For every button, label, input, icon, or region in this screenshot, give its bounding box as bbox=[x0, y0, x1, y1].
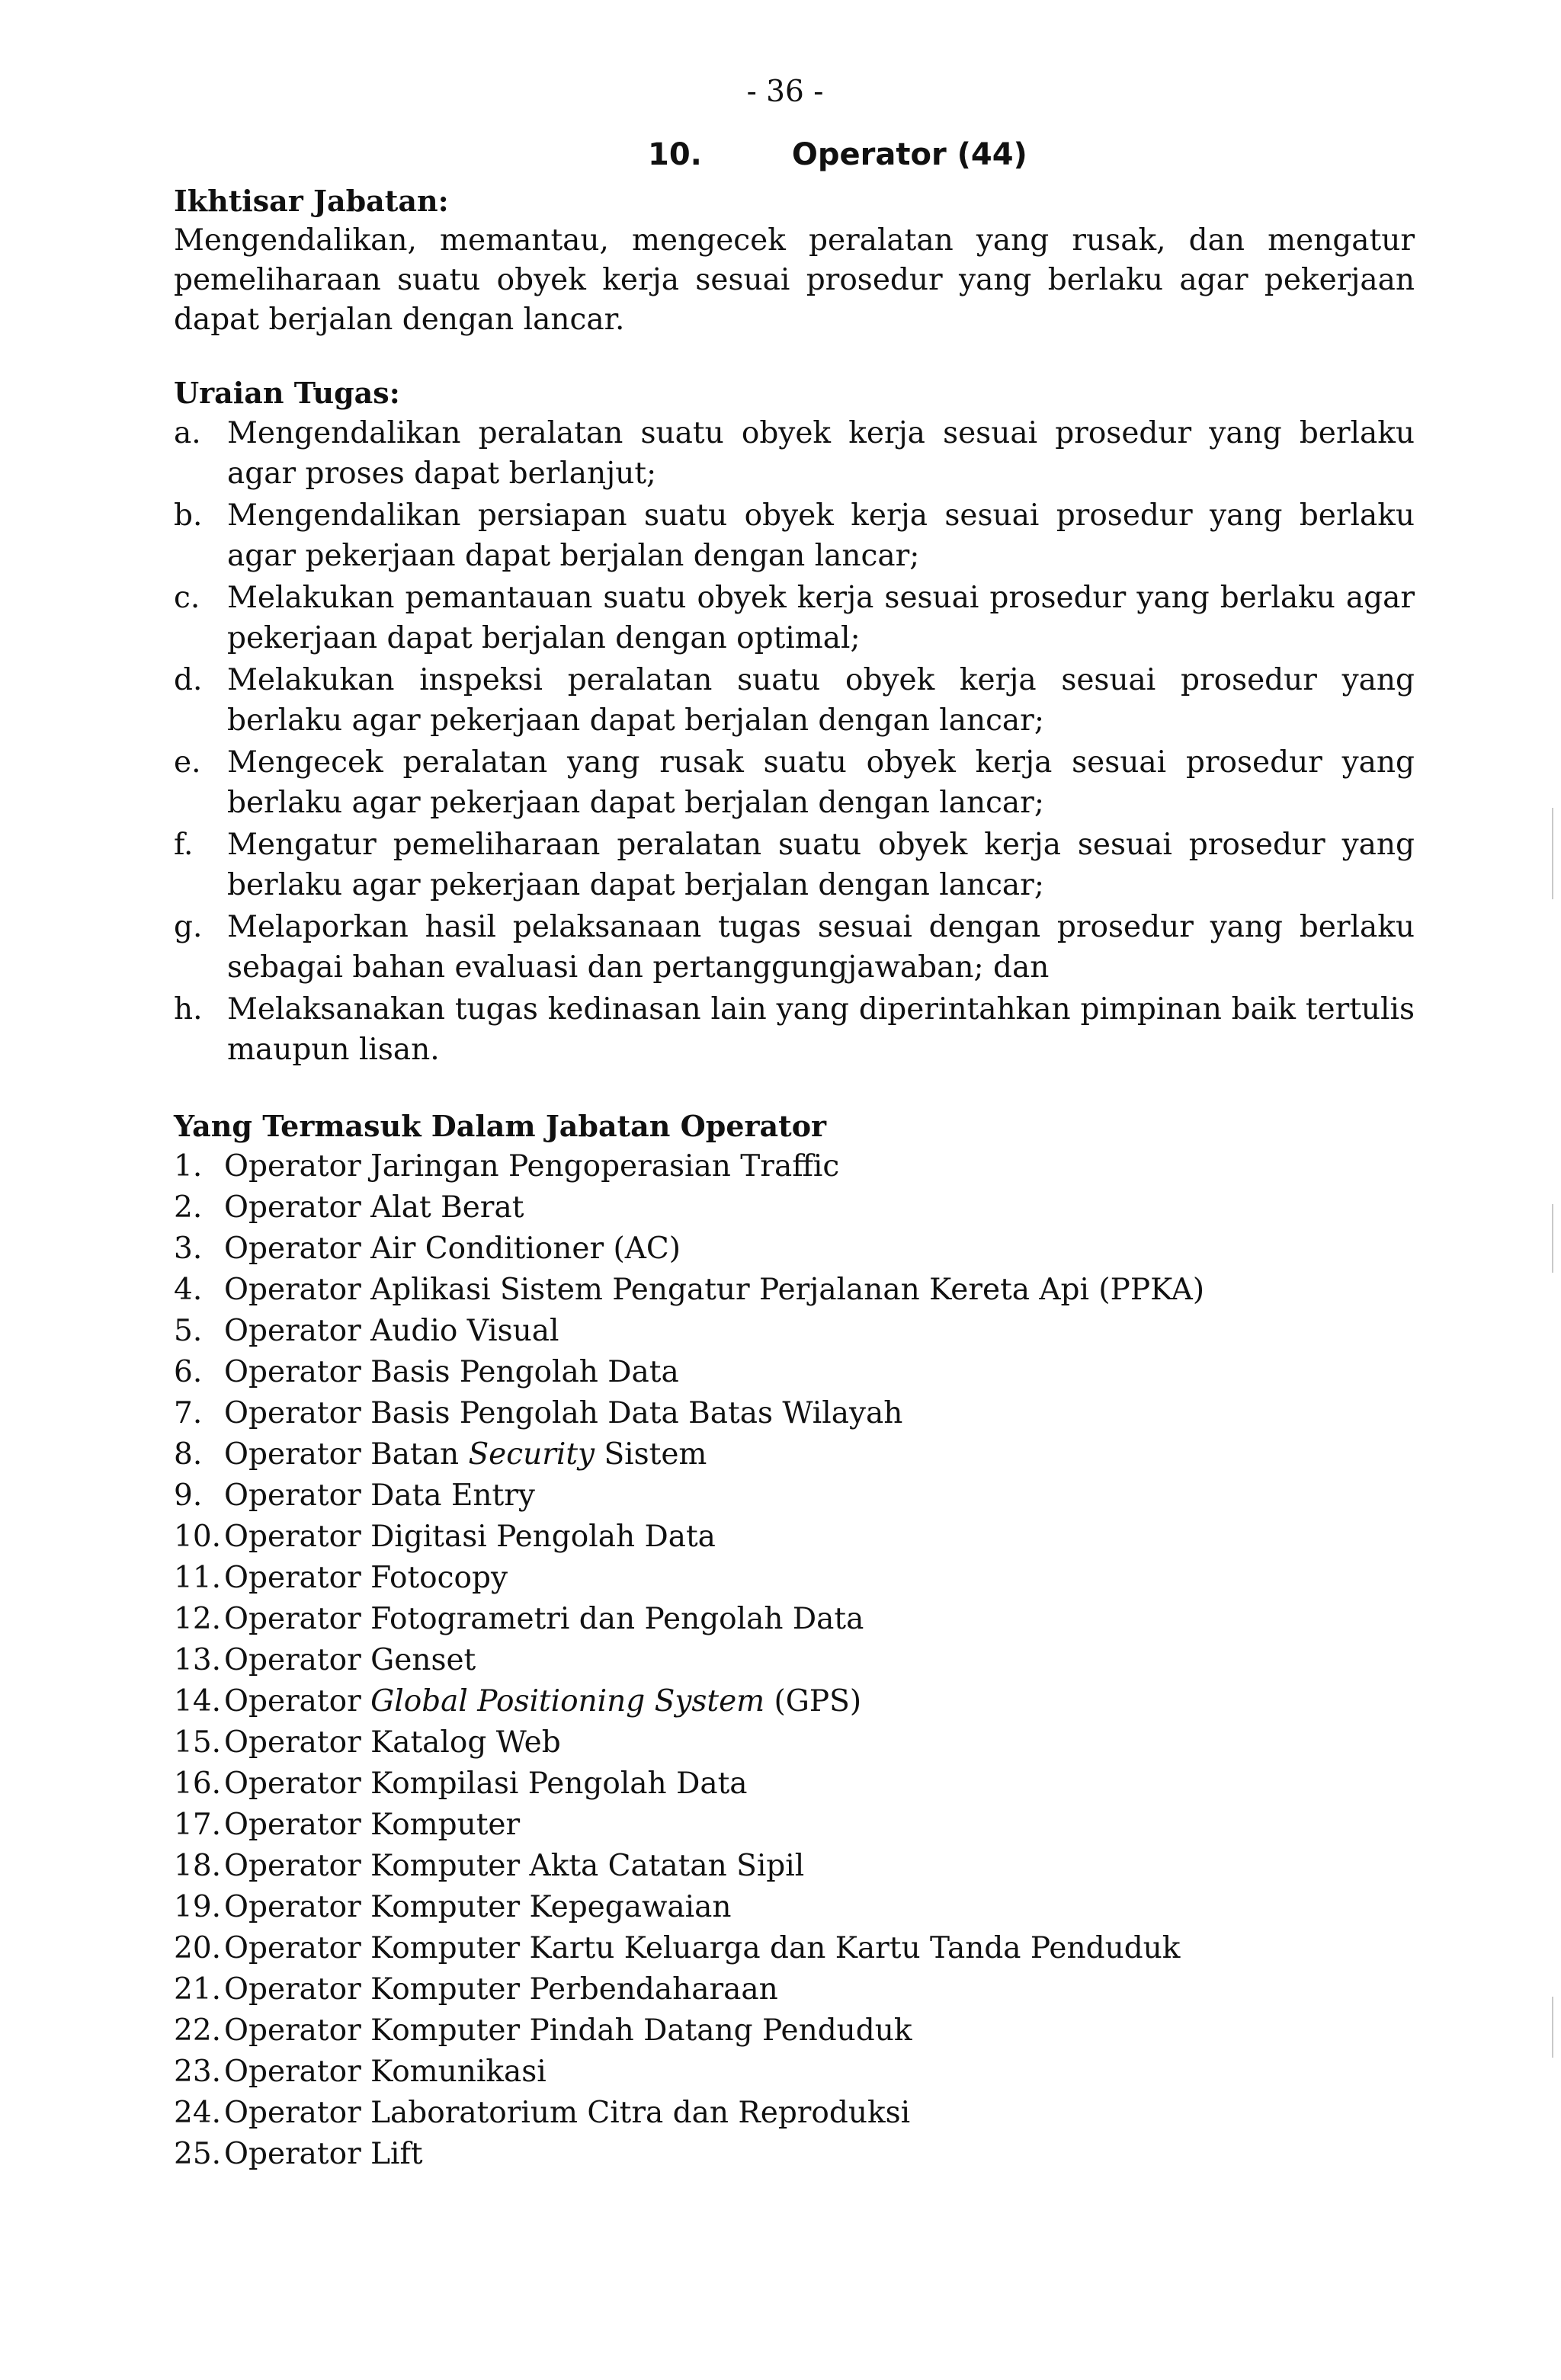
member-text: Operator Aplikasi Sistem Pengatur Perjalanan Kereta Api (PPKA) bbox=[224, 1273, 1205, 1307]
member-item bbox=[174, 1270, 1415, 1311]
member-text: Operator Jaringan Pengoperasian Traffic bbox=[224, 1149, 840, 1184]
member-item bbox=[174, 1475, 1415, 1517]
scan-mark bbox=[1552, 808, 1553, 899]
member-item bbox=[174, 1228, 1415, 1270]
member-item bbox=[174, 1434, 1415, 1475]
member-item bbox=[174, 1805, 1415, 1846]
member-text: Operator Komputer Pindah Datang Penduduk bbox=[224, 2013, 912, 2048]
member-item bbox=[174, 1517, 1415, 1558]
member-item bbox=[174, 1393, 1415, 1434]
member-item bbox=[174, 1558, 1415, 1599]
member-text: Operator Komputer Kartu Keluarga dan Kartu Tanda Penduduk bbox=[224, 1931, 1181, 1965]
member-text: Operator Batan bbox=[224, 1437, 469, 1472]
duty-text: Mengendalikan peralatan suatu obyek kerja sesuai prosedur yang berlaku agar proses dapat berlanjut; bbox=[227, 416, 1415, 491]
member-text: Operator Fotogrametri dan Pengolah Data bbox=[224, 1602, 864, 1636]
duty-item bbox=[174, 578, 1415, 658]
member-marker: 18. bbox=[174, 1849, 222, 1883]
member-item bbox=[174, 1352, 1415, 1393]
duty-text: Melakukan pemantauan suatu obyek kerja sesuai prosedur yang berlaku agar pekerjaan dapat berjalan dengan optimal; bbox=[227, 581, 1415, 655]
duties-heading: Uraian Tugas: bbox=[174, 376, 400, 410]
member-text-suffix: Sistem bbox=[595, 1437, 707, 1472]
member-item bbox=[174, 1681, 1415, 1722]
section-number: 10. bbox=[648, 137, 702, 172]
member-marker: 6. bbox=[174, 1355, 203, 1389]
member-text: Operator Genset bbox=[224, 1643, 476, 1677]
member-marker: 19. bbox=[174, 1890, 222, 1924]
member-marker: 11. bbox=[174, 1561, 222, 1595]
members-heading: Yang Termasuk Dalam Jabatan Operator bbox=[174, 1109, 827, 1143]
duties-list bbox=[174, 413, 1415, 1070]
member-item bbox=[174, 1599, 1415, 1640]
member-marker: 16. bbox=[174, 1767, 222, 1801]
duty-marker: a. bbox=[174, 416, 201, 450]
member-item bbox=[174, 2052, 1415, 2093]
member-text: Operator Komputer Perbendaharaan bbox=[224, 1972, 778, 2007]
member-text: Operator Katalog Web bbox=[224, 1725, 561, 1760]
member-text: Operator Basis Pengolah Data Batas Wilayah bbox=[224, 1396, 903, 1430]
member-text: Operator Fotocopy bbox=[224, 1561, 508, 1595]
member-marker: 20. bbox=[174, 1931, 222, 1965]
member-text: Operator Laboratorium Citra dan Reproduksi bbox=[224, 2096, 911, 2130]
member-marker: 15. bbox=[174, 1725, 222, 1760]
member-text-suffix: (GPS) bbox=[764, 1684, 862, 1719]
member-item bbox=[174, 1928, 1415, 1969]
duty-item bbox=[174, 825, 1415, 905]
member-text: Operator Komunikasi bbox=[224, 2055, 547, 2089]
duty-text: Melaporkan hasil pelaksanaan tugas sesuai dengan prosedur yang berlaku sebagai bahan evaluasi dan pertanggungjawaban; dan bbox=[227, 910, 1415, 985]
member-item bbox=[174, 1846, 1415, 1887]
member-marker: 17. bbox=[174, 1808, 222, 1842]
duty-marker: b. bbox=[174, 498, 203, 533]
member-item bbox=[174, 1722, 1415, 1763]
member-marker: 25. bbox=[174, 2137, 222, 2171]
member-text: Operator Lift bbox=[224, 2137, 423, 2171]
member-item bbox=[174, 1969, 1415, 2010]
member-marker: 24. bbox=[174, 2096, 222, 2130]
duty-item bbox=[174, 660, 1415, 741]
member-text: Operator Data Entry bbox=[224, 1478, 535, 1513]
duty-text: Melaksanakan tugas kedinasan lain yang diperintahkan pimpinan baik tertulis maupun lisan. bbox=[227, 992, 1415, 1067]
member-marker: 10. bbox=[174, 1520, 222, 1554]
member-text: Operator Digitasi Pengolah Data bbox=[224, 1520, 716, 1554]
member-text: Operator Basis Pengolah Data bbox=[224, 1355, 679, 1389]
duty-marker: f. bbox=[174, 828, 194, 862]
summary-text: Mengendalikan, memantau, mengecek peralatan yang rusak, dan mengatur pemeliharaan suatu obyek kerja sesuai prosedur yang berlaku agar pekerjaan dapat berjalan dengan lancar. bbox=[174, 223, 1415, 337]
summary-heading: Ikhtisar Jabatan: bbox=[174, 184, 449, 218]
duty-marker: h. bbox=[174, 992, 203, 1027]
member-item bbox=[174, 1763, 1415, 1805]
member-marker: 22. bbox=[174, 2013, 222, 2048]
duty-text: Melakukan inspeksi peralatan suatu obyek kerja sesuai prosedur yang berlaku agar pekerjaan dapat berjalan dengan lancar; bbox=[227, 663, 1415, 738]
member-marker: 8. bbox=[174, 1437, 203, 1472]
member-item bbox=[174, 2134, 1415, 2175]
member-text: Operator Alat Berat bbox=[224, 1190, 524, 1225]
member-text: Operator Komputer bbox=[224, 1808, 521, 1842]
duty-marker: d. bbox=[174, 663, 203, 697]
member-marker: 9. bbox=[174, 1478, 203, 1513]
member-marker: 2. bbox=[174, 1190, 203, 1225]
duty-marker: c. bbox=[174, 581, 200, 615]
member-text: Operator Komputer Akta Catatan Sipil bbox=[224, 1849, 805, 1883]
member-item bbox=[174, 2010, 1415, 2052]
member-item bbox=[174, 1311, 1415, 1352]
member-marker: 7. bbox=[174, 1396, 203, 1430]
duty-text: Mengendalikan persiapan suatu obyek kerja sesuai prosedur yang berlaku agar pekerjaan dapat berjalan dengan lancar; bbox=[227, 498, 1415, 573]
member-text-italic: Security bbox=[468, 1437, 595, 1472]
section-title: Operator (44) bbox=[791, 137, 1027, 172]
duty-marker: g. bbox=[174, 910, 203, 944]
member-text: Operator Komputer Kepegawaian bbox=[224, 1890, 732, 1924]
document-body bbox=[174, 181, 1415, 2175]
member-text: Operator Kompilasi Pengolah Data bbox=[224, 1767, 748, 1801]
member-item bbox=[174, 2093, 1415, 2134]
section-heading bbox=[648, 137, 1027, 172]
member-marker: 3. bbox=[174, 1232, 203, 1266]
member-marker: 1. bbox=[174, 1149, 203, 1184]
member-item bbox=[174, 1640, 1415, 1681]
scan-mark bbox=[1552, 1997, 1553, 2058]
duty-item bbox=[174, 495, 1415, 576]
duty-item bbox=[174, 413, 1415, 494]
duty-text: Mengecek peralatan yang rusak suatu obyek kerja sesuai prosedur yang berlaku agar pekerjaan dapat berjalan dengan lancar; bbox=[227, 745, 1415, 820]
page-number: - 36 - bbox=[746, 75, 824, 109]
member-item bbox=[174, 1187, 1415, 1228]
duty-marker: e. bbox=[174, 745, 201, 780]
member-text: Operator bbox=[224, 1684, 371, 1719]
member-marker: 23. bbox=[174, 2055, 222, 2089]
duty-item bbox=[174, 742, 1415, 823]
member-marker: 13. bbox=[174, 1643, 222, 1677]
member-text-italic: Global Positioning System bbox=[370, 1684, 765, 1719]
members-list bbox=[174, 1146, 1415, 2175]
member-marker: 5. bbox=[174, 1314, 203, 1348]
duty-text: Mengatur pemeliharaan peralatan suatu obyek kerja sesuai prosedur yang berlaku agar pekerjaan dapat berjalan dengan lancar; bbox=[227, 828, 1415, 902]
member-text: Operator Air Conditioner (AC) bbox=[224, 1232, 681, 1266]
member-text: Operator Audio Visual bbox=[224, 1314, 559, 1348]
member-marker: 14. bbox=[174, 1684, 222, 1719]
duty-item bbox=[174, 907, 1415, 988]
duty-item bbox=[174, 989, 1415, 1070]
member-item bbox=[174, 1146, 1415, 1187]
member-item bbox=[174, 1887, 1415, 1928]
scan-mark bbox=[1552, 1204, 1553, 1273]
member-marker: 4. bbox=[174, 1273, 203, 1307]
member-marker: 12. bbox=[174, 1602, 222, 1636]
member-marker: 21. bbox=[174, 1972, 222, 2007]
